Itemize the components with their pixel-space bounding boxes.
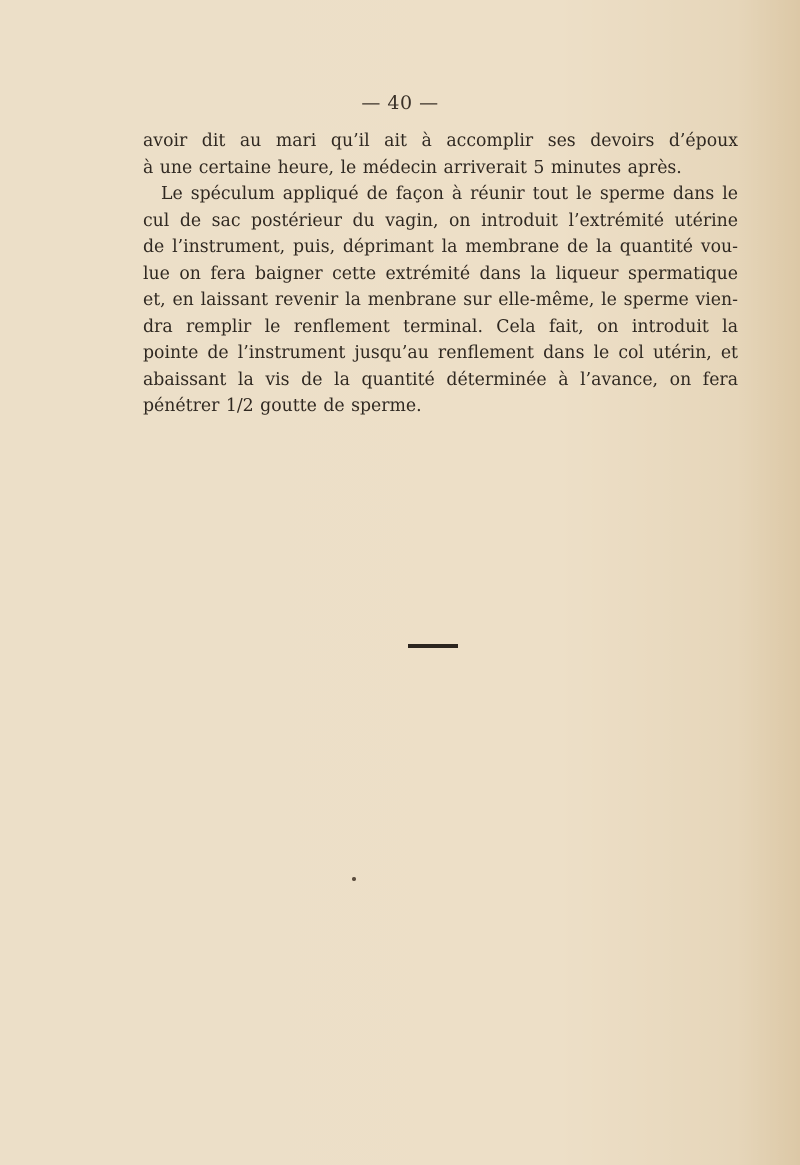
text-line: cul de sac postérieur du vagin, on introduit l’extrémité utérine [143,210,738,231]
ink-speck [352,877,356,881]
text-line: dra remplir le renflement terminal. Cela fait, on introduit la [143,316,738,337]
text-line: pénétrer 1/2 goutte de sperme. [143,396,422,416]
end-rule [408,644,458,648]
paragraph [143,128,738,420]
text-line: avoir dit au mari qu’il ait à accomplir ses devoirs d’époux [143,131,738,151]
text-line: et, en laissant revenir la menbrane sur elle-même, le sperme vien- [143,290,738,310]
page-number: — 40 — [361,92,439,114]
text-line: Le spéculum appliqué de façon à réunir tout le sperme dans le [161,184,738,204]
text-line: pointe de l’instrument jusqu’au renflement dans le col utérin, et [143,343,738,363]
text-line: abaissant la vis de la quantité déterminée à l’avance, on fera [143,369,738,390]
show-through-texture [170,360,790,980]
text-line: de l’instrument, puis, déprimant la membrane de la quantité vou- [143,237,738,257]
text-line: à une certaine heure, le médecin arriverait 5 minutes après. [143,157,682,178]
text-line: lue on fera baigner cette extrémité dans la liqueur spermatique [143,263,738,284]
